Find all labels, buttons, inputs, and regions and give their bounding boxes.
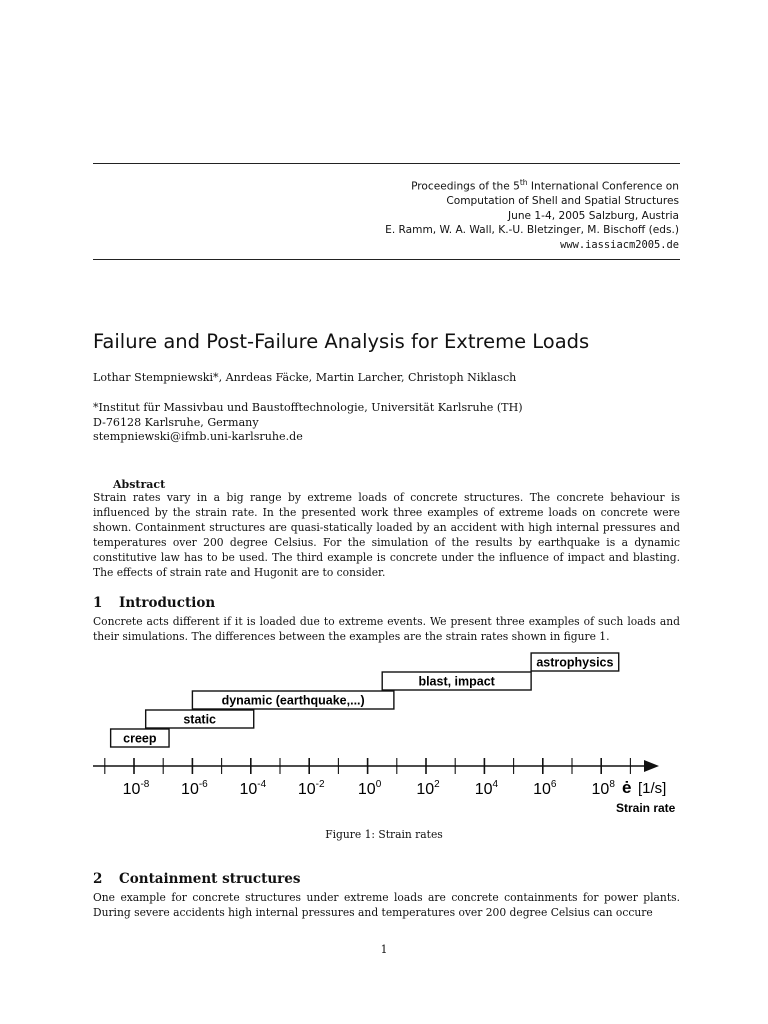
tick-label: $10^{-6}$: [181, 779, 208, 798]
tick-label: $10^8$: [591, 779, 615, 798]
authors: Lothar Stempniewski*, Anrdeas Fäcke, Martin Larcher, Christoph Niklasch: [93, 371, 517, 384]
abstract-heading: Abstract: [113, 478, 166, 491]
tick-label: $10^{-2}$: [297, 779, 325, 798]
band-dynamic-earthquake-label: dynamic (earthquake,...): [221, 693, 365, 708]
page-number: 1: [380, 943, 388, 956]
section-2-heading: [93, 871, 300, 887]
proceedings-line-1-post: International Conference on: [527, 180, 679, 193]
paper-title: Failure and Post-Failure Analysis for Extreme Loads: [93, 330, 590, 353]
tick-label: $10^{-4}$: [239, 779, 267, 798]
section-1-title: Introduction: [119, 595, 216, 611]
section-2-text: One example for concrete structures under extreme loads are concrete containments for power plants. During severe accidents high internal pressures and temperatures over 200 degree Celsius can occure: [93, 891, 680, 920]
strain-rate-bands: [111, 653, 619, 747]
section-1-text: Concrete acts different if it is loaded due to extreme events. We present three examples of such loads and their simulations. The differences between the examples are the strain rates shown in figure 1.: [93, 615, 680, 644]
proceedings-line-1-pre: Proceedings of the 5: [411, 180, 520, 193]
tick-label: $10^4$: [474, 779, 499, 798]
tick-label: $10^2$: [416, 779, 440, 798]
figure-caption: Figure 1: Strain rates: [325, 828, 443, 841]
proceedings-url[interactable]: www.iassiacm2005.de: [560, 238, 679, 251]
tick-label: $10^{-8}$: [122, 779, 150, 798]
proceedings-line-3: June 1-4, 2005 Salzburg, Austria: [507, 209, 679, 222]
axis-arrow-head: [644, 760, 659, 772]
proceedings-line-4: E. Ramm, W. A. Wall, K.-U. Bletzinger, M. Bischoff (eds.): [385, 224, 679, 237]
band-astrophysics-label: astrophysics: [536, 655, 614, 670]
band-blast-impact-label: blast, impact: [418, 674, 495, 689]
abstract-text: Strain rates vary in a big range by extreme loads of concrete structures. The concrete behaviour is influenced by the strain rate. In the presented work three examples of extreme loads on concrete were shown. Containment structures are quasi-statically loaded by an accident with high internal pressures and temperatures over 200 degree Celsius. For the simulation of the results by earthquake is a dynamic constitutive law has to be used. The third example is concrete under the influence of impact and blasting. The effects of strain rate and Hugonit are to consider.: [93, 491, 680, 580]
proceedings-line-1-sup: th: [519, 178, 528, 187]
axis-symbol: ė: [622, 778, 632, 797]
section-2-number: 2: [93, 871, 103, 887]
affiliation-email[interactable]: stempniewski@ifmb.uni-karlsruhe.de: [93, 430, 303, 444]
tick-label: $10^0$: [357, 779, 382, 798]
tick-label: $10^6$: [533, 779, 557, 798]
axis-label: Strain rate: [616, 801, 676, 815]
affiliation-line-1: *Institut für Massivbau und Baustofftechnologie, Universität Karlsruhe (TH): [93, 401, 523, 414]
strain-rate-tick-labels: [123, 779, 616, 798]
axis-unit: [1/s]: [638, 780, 667, 797]
band-static-label: static: [183, 712, 217, 727]
section-1-number: 1: [93, 595, 103, 611]
section-2-title: Containment structures: [119, 871, 301, 887]
affiliation-line-2: D-76128 Karlsruhe, Germany: [93, 415, 259, 429]
proceedings-line-2: Computation of Shell and Spatial Structures: [446, 195, 679, 208]
band-creep-label: creep: [123, 731, 157, 746]
